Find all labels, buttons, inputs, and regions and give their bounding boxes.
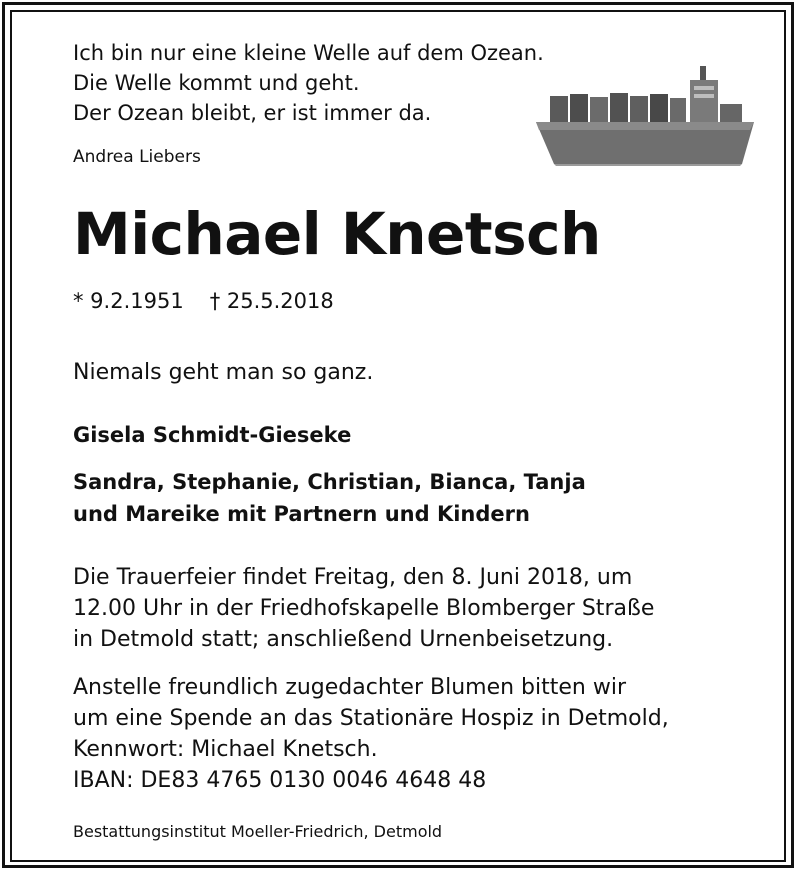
donation-info xyxy=(73,672,669,796)
donation-line: Anstelle freundlich zugedachter Blumen bitten wir xyxy=(73,675,626,700)
poem-author: Andrea Liebers xyxy=(73,147,201,167)
funeral-info xyxy=(73,562,654,655)
container-ship-icon xyxy=(536,60,754,166)
poem-line: Ich bin nur eine kleine Welle auf dem Ozean. xyxy=(73,41,544,65)
poem-line: Die Welle kommt und geht. xyxy=(73,71,360,95)
deceased-name: Michael Knetsch xyxy=(73,200,601,268)
funeral-home: Bestattungsinstitut Moeller-Friedrich, Detmold xyxy=(73,822,443,841)
birth-date: * 9.2.1951 xyxy=(73,289,184,313)
donation-line: Kennwort: Michael Knetsch. xyxy=(73,737,378,762)
mourner-spouse: Gisela Schmidt-Gieseke xyxy=(73,423,352,447)
mourner-family xyxy=(73,466,586,530)
life-dates xyxy=(73,289,334,313)
funeral-line: 12.00 Uhr in der Friedhofskapelle Blomberger Straße xyxy=(73,596,655,621)
poem xyxy=(73,38,544,128)
iban-line: IBAN: DE83 4765 0130 0046 4648 48 xyxy=(73,768,487,793)
memorial-quote: Niemals geht man so ganz. xyxy=(73,360,374,385)
mourner-line: Sandra, Stephanie, Christian, Bianca, Tanja xyxy=(73,470,586,494)
death-date: † 25.5.2018 xyxy=(209,289,334,313)
funeral-line: in Detmold statt; anschließend Urnenbeisetzung. xyxy=(73,627,614,652)
funeral-line: Die Trauerfeier findet Freitag, den 8. Juni 2018, um xyxy=(73,565,633,590)
mourner-line: und Mareike mit Partnern und Kindern xyxy=(73,502,530,526)
poem-line: Der Ozean bleibt, er ist immer da. xyxy=(73,101,432,125)
donation-line: um eine Spende an das Stationäre Hospiz in Detmold, xyxy=(73,706,669,731)
